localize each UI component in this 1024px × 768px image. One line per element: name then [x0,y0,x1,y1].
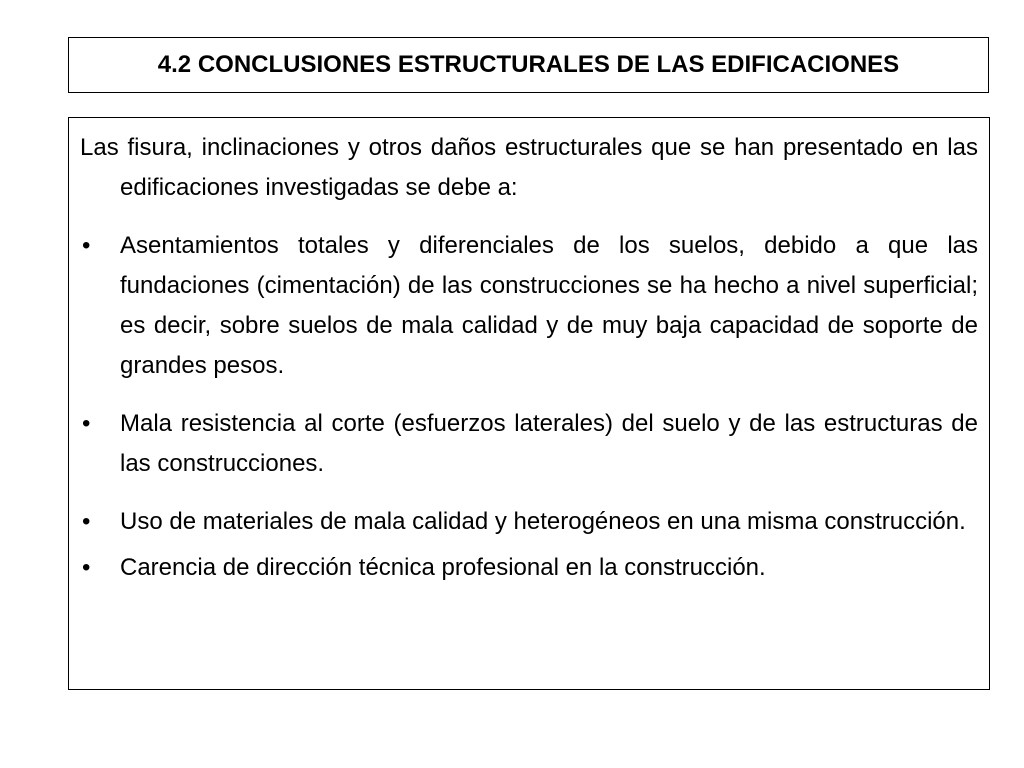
list-item [80,502,978,542]
list-item [80,226,978,386]
list-item-text: Mala resistencia al corte (esfuerzos laterales) del suelo y de las estructuras de las construcciones. [120,410,978,477]
bullet-icon: • [82,232,91,259]
list-item [80,404,978,484]
intro-paragraph: Las fisura, inclinaciones y otros daños estructurales que se han presentado en las edificaciones investigadas se debe a: [80,134,978,201]
list-item-text: Carencia de dirección técnica profesional en la construcción. [120,554,766,581]
slide-title: 4.2 CONCLUSIONES ESTRUCTURALES DE LAS EDIFICACIONES [157,51,900,78]
list-item-text: Asentamientos totales y diferenciales de los suelos, debido a que las fundaciones (cimentación) de las construcciones se ha hecho a nivel superficial; es decir, sobre suelos de mala calidad y de muy baja capacidad de soporte de grandes pesos. [120,232,978,379]
list-item [80,548,978,588]
conclusions-list [80,226,978,588]
bullet-icon: • [82,554,91,581]
bullet-icon: • [82,410,91,437]
slide-content-box [68,117,990,690]
slide-title-box [68,37,989,93]
bullet-icon: • [82,508,91,535]
list-item-text: Uso de materiales de mala calidad y heterogéneos en una misma construcción. [120,508,966,535]
